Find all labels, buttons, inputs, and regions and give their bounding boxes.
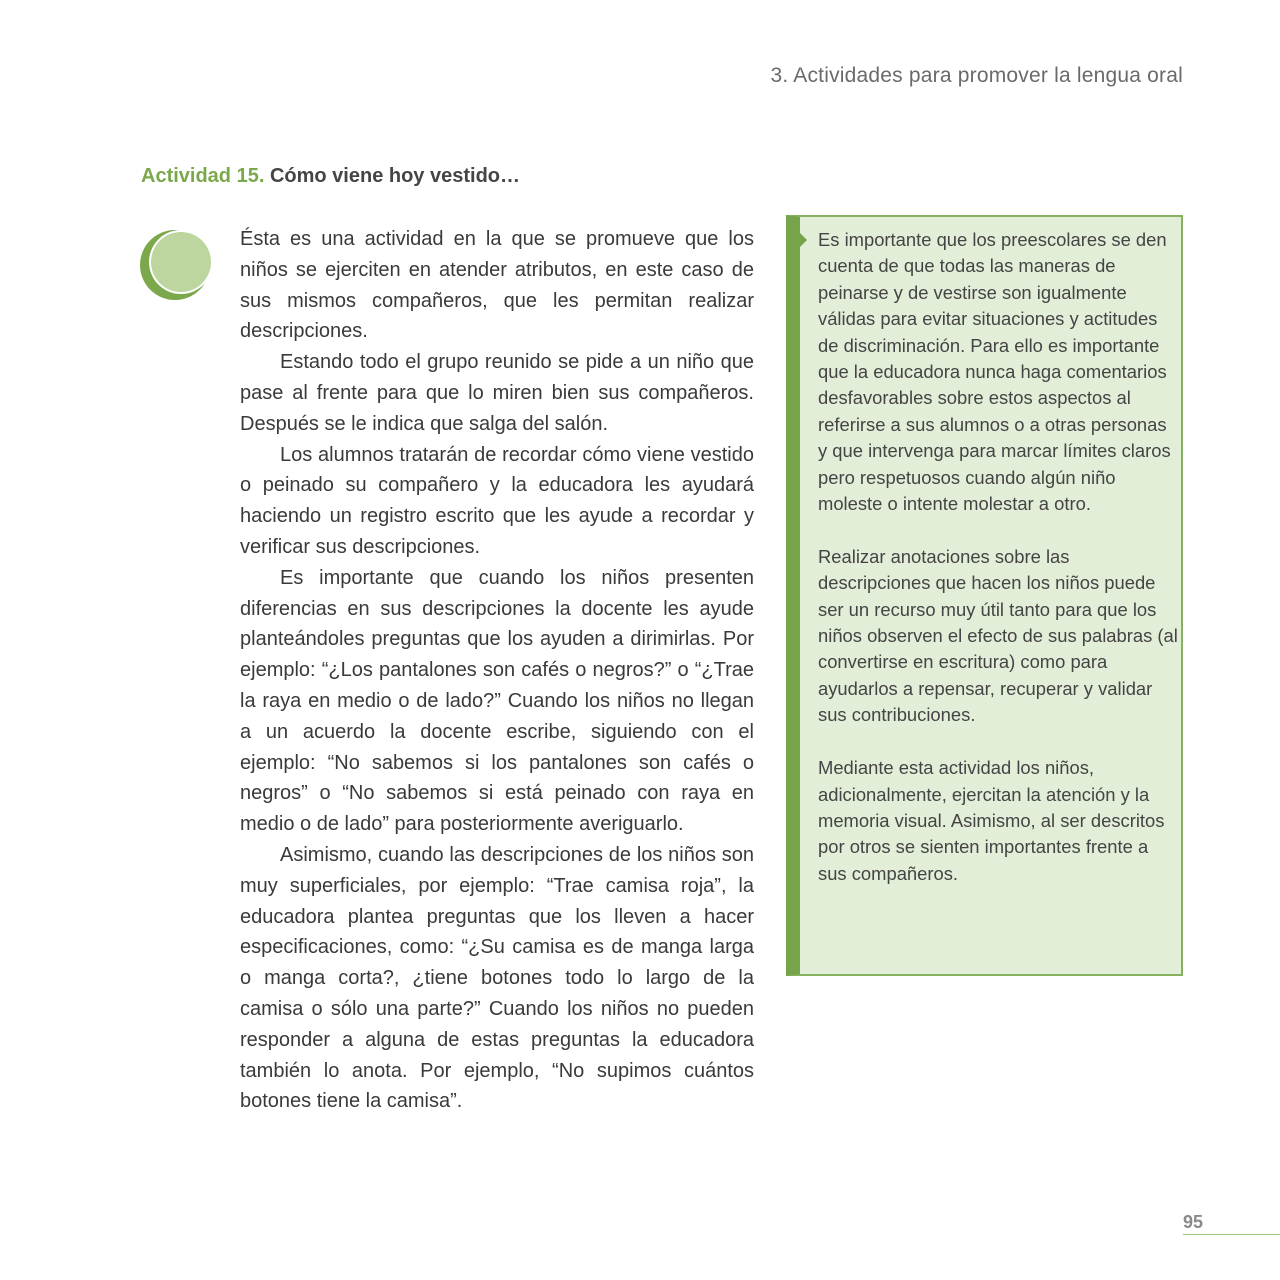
sidebar-notch-marker: [799, 232, 807, 248]
running-header: 3. Actividades para promover la lengua oral: [770, 64, 1183, 87]
main-paragraph: Es importante que cuando los niños presenten diferencias en sus descripciones la docente les ayude planteándoles preguntas que los ayuden a dirimirlas. Por ejemplo: “¿Los pantalones son cafés o negros?” o “¿Trae la raya en medio o de lado?” Cuando los niños no llegan a un acuerdo la docente escribe, siguiendo con el ejemplo: “No sabemos si los pantalones son cafés o negros” o “No sabemos si está peinado con raya en medio o de lado” para posteriormente averiguarlo.: [240, 566, 754, 836]
sidebar-text: [818, 227, 1178, 887]
main-paragraph: Asimismo, cuando las descripciones de los niños son muy superficiales, por ejemplo: “Trae camisa roja”, la educadora plantea preguntas que los lleven a hacer especificaciones, como: “¿Su camisa es de manga larga o manga corta?, ¿tiene botones todo lo largo de la camisa o sólo una parte?” Cuando los niños no pueden responder a alguna de estas preguntas la educadora también lo anota. Por ejemplo, “No supimos cuántos botones tiene la camisa”.: [240, 843, 754, 1113]
sidebar-paragraph: Es importante que los preescolares se den cuenta de que todas las maneras de peinarse y de vestirse son igualmente válidas para evitar situaciones y actitudes de discriminación. Para ello es importante que la educadora nunca haga comentarios desfavorables sobre estos aspectos al referirse a sus alumnos o a otras personas y que intervenga para marcar límites claros pero respetuosos cuando algún niño moleste o intente molestar a otro.: [818, 229, 1171, 515]
main-paragraph: Ésta es una actividad en la que se promueve que los niños se ejerciten en atender atributos, en este caso de sus mismos compañeros, que les permitan realizar descripciones.: [240, 228, 754, 343]
main-paragraph: Estando todo el grupo reunido se pide a un niño que pase al frente para que lo miren bien sus compañeros. Después se le indica que salga del salón.: [240, 351, 754, 435]
sidebar-paragraph: Realizar anotaciones sobre las descripciones que hacen los niños puede ser un recurso muy útil tanto para que los niños observen el efecto de sus palabras (al convertirse en escritura) como para ayudarlos a repensar, recuperar y validar sus contribuciones.: [818, 545, 1178, 726]
main-paragraph: Los alumnos tratarán de recordar cómo viene vestido o peinado su compañero y la educadora les ayudará haciendo un registro escrito que les ayude a recordar y verificar sus descripciones.: [240, 443, 754, 558]
main-text: [240, 224, 754, 1117]
footer-rule: [1183, 1234, 1280, 1235]
activity-name: Cómo viene hoy vestido…: [269, 165, 521, 187]
activity-number: Actividad 15.: [141, 165, 265, 187]
green-circle-icon: [139, 228, 219, 304]
page-number: 95: [1183, 1212, 1204, 1232]
activity-title: [141, 165, 520, 188]
sidebar-paragraph: Mediante esta actividad los niños, adicionalmente, ejercitan la atención y la memoria visual. Asimismo, al ser descritos por otros se sienten importantes frente a sus compañeros.: [818, 757, 1165, 884]
